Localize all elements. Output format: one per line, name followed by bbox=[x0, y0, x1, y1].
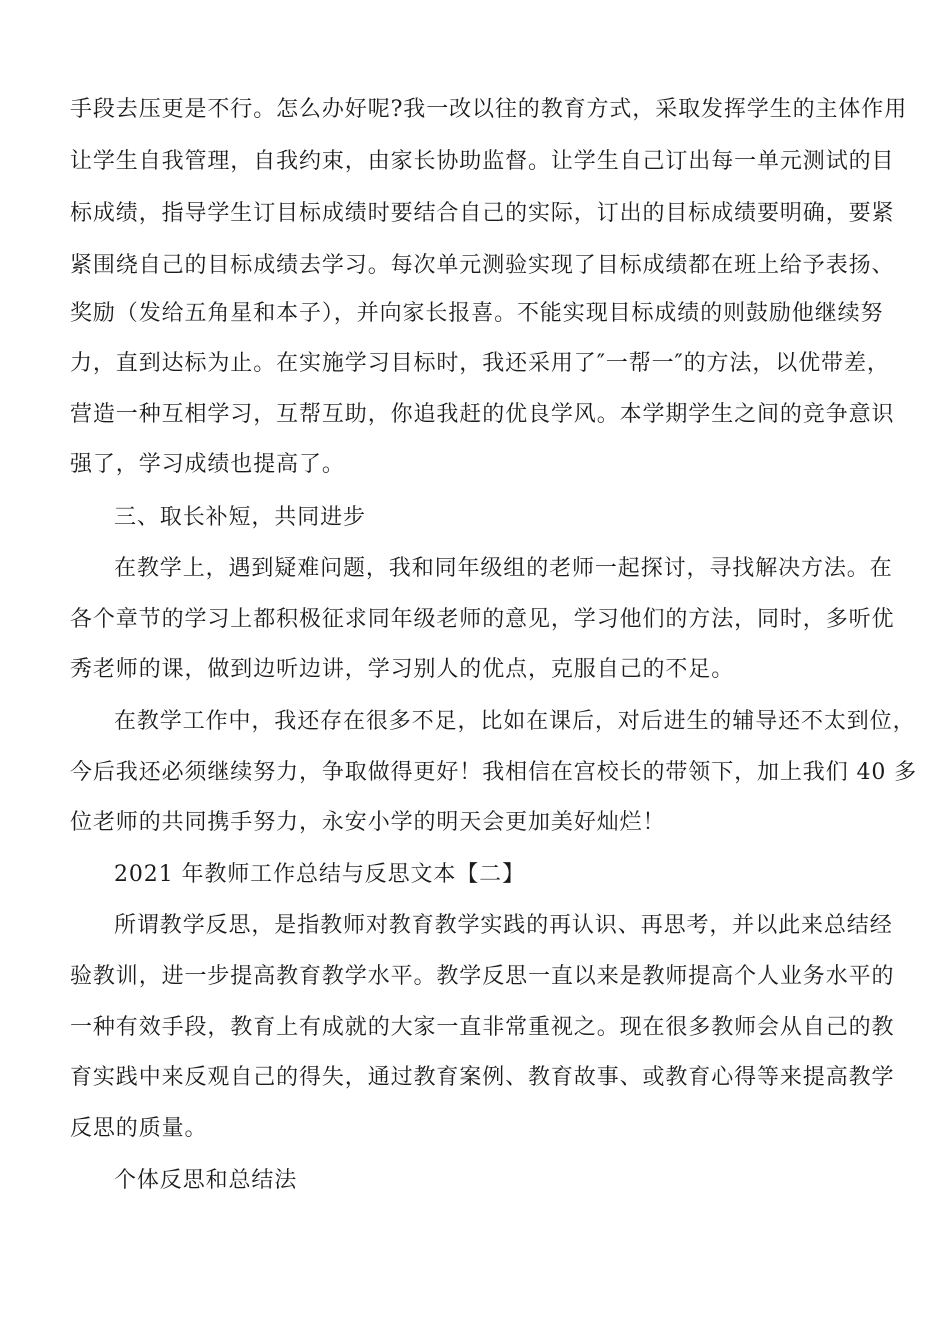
paragraph-line: 奖励（发给五角星和本子），并向家长报喜。不能实现目标成绩的则鼓励他继续努 bbox=[70, 301, 884, 326]
paragraph-line: 营造一种互相学习，互帮互助，你追我赶的优良学风。本学期学生之间的竞争意识 bbox=[70, 402, 895, 427]
paragraph-line: 一种有效手段，教育上有成就的大家一直非常重视之。现在很多教师会从自己的教 bbox=[70, 1015, 895, 1040]
paragraph-line: 在教学工作中，我还存在很多不足，比如在课后，对后进生的辅导还不太到位， bbox=[114, 709, 916, 734]
paragraph-line: 手段去压更是不行。怎么办好呢?我一改以往的教育方式，采取发挥学生的主体作用 bbox=[70, 97, 908, 122]
section-heading: 2021 年教师工作总结与反思文本【二】 bbox=[114, 862, 525, 887]
paragraph-line: 秀老师的课，做到边听边讲，学习别人的优点，克服自己的不足。 bbox=[70, 657, 735, 682]
paragraph-line: 反思的质量。 bbox=[70, 1116, 208, 1141]
paragraph-line: 所谓教学反思，是指教师对教育教学实践的再认识、再思考，并以此来总结经 bbox=[114, 913, 893, 938]
paragraph-line: 验教训，进一步提高教育教学水平。教学反思一直以来是教师提高个人业务水平的 bbox=[70, 964, 895, 989]
paragraph-line: 让学生自我管理，自我约束，由家长协助监督。让学生自己订出每一单元测试的目 bbox=[70, 149, 895, 174]
paragraph-line: 育实践中来反观自己的得失，通过教育案例、教育故事、或教育心得等来提高教学 bbox=[70, 1065, 895, 1090]
paragraph-line: 在教学上，遇到疑难问题，我和同年级组的老师一起探讨，寻找解决方法。在 bbox=[114, 556, 893, 581]
section-heading: 个体反思和总结法 bbox=[114, 1168, 298, 1193]
paragraph-line: 强了，学习成绩也提高了。 bbox=[70, 452, 345, 477]
paragraph-line: 位老师的共同携手努力，永安小学的明天会更加美好灿烂！ bbox=[70, 810, 666, 835]
paragraph-line: 各个章节的学习上都积极征求同年级老师的意见，学习他们的方法，同时，多听优 bbox=[70, 607, 895, 632]
paragraph-line: 今后我还必须继续努力，争取做得更好！我相信在宫校长的带领下，加上我们 40 多 bbox=[70, 760, 918, 785]
paragraph-line: 力，直到达标为止。在实施学习目标时，我还采用了″一帮一″的方法，以优带差， bbox=[70, 351, 890, 376]
paragraph-line: 标成绩，指导学生订目标成绩时要结合自己的实际，订出的目标成绩要明确，要紧 bbox=[70, 201, 895, 226]
paragraph-line: 紧围绕自己的目标成绩去学习。每次单元测验实现了目标成绩都在班上给予表扬、 bbox=[70, 253, 895, 278]
section-heading: 三、取长补短，共同进步 bbox=[114, 505, 366, 530]
